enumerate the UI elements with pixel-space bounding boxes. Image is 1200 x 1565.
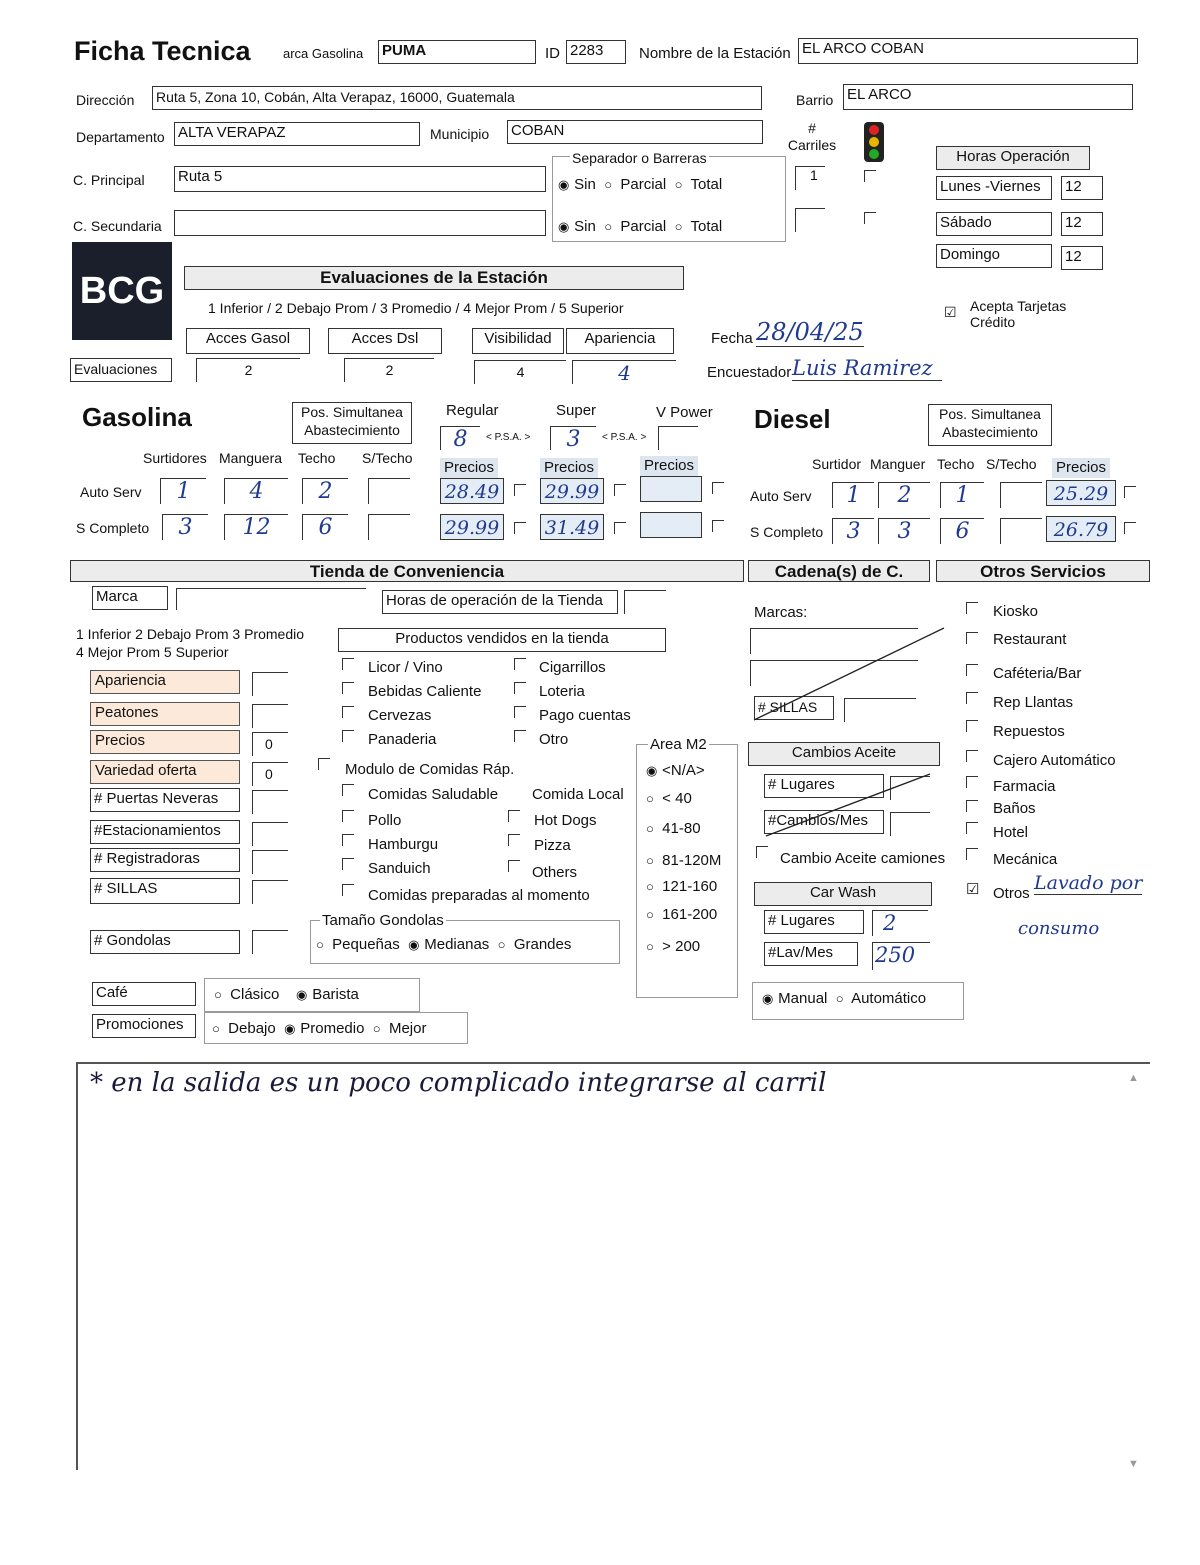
food-pizza: Pizza bbox=[534, 837, 571, 854]
food-saludable: Comidas Saludable bbox=[368, 786, 499, 803]
cambios-lugares-label: # Lugares bbox=[764, 774, 884, 798]
radio-icon: ○ bbox=[646, 821, 654, 836]
food-hotdogs: Hot Dogs bbox=[534, 812, 597, 829]
checkbox-icon[interactable] bbox=[966, 800, 978, 812]
prod-cervezas: Cervezas bbox=[368, 707, 432, 724]
precios-label-1: Precios bbox=[440, 458, 498, 478]
otros-kiosko: Kiosko bbox=[993, 603, 1039, 620]
prod-pago: Pago cuentas bbox=[539, 707, 631, 724]
marca-tienda-label: Marca bbox=[92, 586, 168, 610]
fecha-label: Fecha bbox=[711, 330, 753, 347]
col-precios-diesel: Precios bbox=[1052, 458, 1110, 478]
checkbox-icon[interactable] bbox=[966, 692, 978, 704]
domingo-label: Domingo bbox=[936, 244, 1052, 268]
checkbox-icon[interactable] bbox=[342, 834, 354, 846]
area-option-40[interactable]: ○ < 40 bbox=[646, 790, 692, 807]
cambios-mes-label: #Cambios/Mes bbox=[764, 810, 884, 834]
carriles-field-1[interactable]: 1 bbox=[795, 166, 825, 190]
otros-cajero: Cajero Automático bbox=[993, 752, 1116, 769]
checked-checkbox-icon[interactable]: ☑ bbox=[944, 304, 957, 320]
count-registradoras-field[interactable] bbox=[252, 850, 288, 874]
gas-auto-techo[interactable]: 2 bbox=[302, 478, 348, 504]
direccion-field[interactable]: Ruta 5, Zona 10, Cobán, Alta Verapaz, 16000, Guatemala bbox=[152, 86, 762, 110]
marca-field[interactable]: PUMA bbox=[378, 40, 536, 64]
rating-apariencia-label: Apariencia bbox=[90, 670, 240, 694]
departamento-field[interactable]: ALTA VERAPAZ bbox=[174, 122, 420, 146]
tienda-scale-2: 4 Mejor Prom 5 Superior bbox=[76, 644, 229, 660]
rating-precios-field[interactable]: 0 bbox=[252, 732, 288, 756]
food-preparadas: Comidas preparadas al momento bbox=[368, 887, 590, 904]
prod-panaderia: Panaderia bbox=[368, 731, 437, 748]
departamento-label: Departamento bbox=[76, 129, 165, 145]
cw-mode-options[interactable]: ◉ Manual ○ Automático bbox=[762, 990, 927, 1007]
checkbox-icon[interactable] bbox=[966, 776, 978, 788]
evaluaciones-title: Evaluaciones de la Estación bbox=[184, 266, 684, 290]
cafe-options[interactable]: ○ Clásico ◉ Barista bbox=[214, 986, 359, 1003]
area-option-81-120[interactable]: ○ 81-120M bbox=[646, 852, 722, 869]
area-option-41-80[interactable]: ○ 41-80 bbox=[646, 820, 701, 837]
nombre-label: Nombre de la Estación bbox=[639, 45, 791, 62]
precios-label-3: Precios bbox=[640, 456, 698, 476]
page-title: Ficha Tecnica bbox=[74, 36, 251, 66]
gasolina-title: Gasolina bbox=[82, 402, 192, 432]
otros-banos: Baños bbox=[993, 800, 1036, 817]
food-sanduich: Sanduich bbox=[368, 860, 431, 877]
carwash-title: Car Wash bbox=[754, 882, 932, 906]
vpower-label: V Power bbox=[656, 404, 713, 421]
rating-apariencia-field[interactable] bbox=[252, 672, 288, 696]
checkbox-icon[interactable] bbox=[712, 482, 724, 494]
checkbox-icon[interactable] bbox=[514, 730, 526, 742]
checkbox-icon[interactable] bbox=[342, 682, 354, 694]
gas-comp-price-regular[interactable]: 29.99 bbox=[440, 514, 504, 540]
diesel-comp-price[interactable]: 26.79 bbox=[1046, 516, 1116, 542]
col-stecho: S/Techo bbox=[362, 450, 413, 466]
col-manguera: Manguera bbox=[219, 450, 283, 466]
otros-restaurant: Restaurant bbox=[993, 631, 1067, 648]
rating-precios-label: Precios bbox=[90, 730, 240, 754]
col-manguer: Manguer bbox=[870, 456, 926, 472]
nombre-field[interactable]: EL ARCO COBAN bbox=[798, 38, 1138, 64]
checkbox-icon[interactable] bbox=[614, 484, 626, 496]
cw-lugares-label: # Lugares bbox=[764, 910, 864, 934]
carriles-field-2[interactable] bbox=[795, 208, 825, 232]
radio-icon: ○ bbox=[372, 1021, 381, 1036]
otros-llantas: Rep Llantas bbox=[993, 694, 1074, 711]
psa-label-2: < P.S.A. > bbox=[602, 432, 647, 443]
vpower-field[interactable] bbox=[658, 426, 698, 450]
carriles-label: # Carriles bbox=[787, 120, 837, 153]
gas-auto-stecho[interactable] bbox=[368, 478, 410, 504]
radio-selected-icon: ◉ bbox=[558, 177, 570, 192]
rating-variedad-label: Variedad oferta bbox=[90, 760, 240, 784]
cross-out-mark bbox=[752, 624, 948, 724]
count-puertas-label: # Puertas Neveras bbox=[90, 788, 240, 812]
rating-peatones-field[interactable] bbox=[252, 704, 288, 728]
col-techo-diesel: Techo bbox=[937, 456, 975, 472]
cross-out-mark bbox=[764, 770, 934, 840]
checkbox-icon[interactable] bbox=[342, 858, 354, 870]
horas-title: Horas Operación bbox=[936, 146, 1090, 170]
radio-icon: ○ bbox=[214, 987, 222, 1002]
traffic-light-icon bbox=[864, 122, 884, 162]
radio-icon: ○ bbox=[646, 791, 654, 806]
visibilidad-label: Visibilidad bbox=[472, 328, 564, 354]
otros-repuestos: Repuestos bbox=[993, 723, 1065, 740]
radio-icon: ○ bbox=[646, 853, 654, 868]
bcg-logo: BCG bbox=[72, 242, 172, 340]
checkbox-icon[interactable] bbox=[864, 170, 876, 182]
gas-auto-manguera[interactable]: 4 bbox=[224, 478, 288, 504]
radio-icon: ○ bbox=[646, 939, 654, 954]
otros-cafeteria: Caféteria/Bar bbox=[993, 665, 1082, 682]
gas-auto-price-vpower[interactable] bbox=[640, 476, 702, 502]
checkbox-icon[interactable] bbox=[514, 658, 526, 670]
checkbox-icon[interactable] bbox=[318, 758, 330, 770]
diesel-comp-techo[interactable]: 6 bbox=[940, 518, 984, 544]
productos-title: Productos vendidos en la tienda bbox=[338, 628, 666, 652]
checkbox-icon[interactable] bbox=[342, 784, 354, 796]
diesel-auto-stecho[interactable] bbox=[1000, 482, 1042, 508]
cw-lugares-field[interactable]: 2 bbox=[872, 910, 928, 936]
diesel-comp-label: S Completo bbox=[750, 524, 824, 540]
tarjetas-label: Acepta Tarjetas Crédito bbox=[970, 298, 1067, 330]
gas-comp-manguera[interactable]: 12 bbox=[224, 514, 288, 540]
checkbox-icon[interactable] bbox=[966, 720, 978, 732]
diesel-comp-manguer[interactable]: 3 bbox=[878, 518, 930, 544]
radio-icon: ○ bbox=[835, 991, 844, 1006]
apariencia-label: Apariencia bbox=[566, 328, 674, 354]
cambios-title: Cambios Aceite bbox=[748, 742, 940, 766]
evaluaciones-row-label: Evaluaciones bbox=[70, 358, 172, 382]
checkbox-icon[interactable] bbox=[508, 860, 520, 872]
acces-dsl-field[interactable]: 2 bbox=[344, 358, 434, 382]
horas-tienda-field[interactable] bbox=[624, 590, 666, 614]
marca-tienda-field[interactable] bbox=[176, 588, 366, 610]
diesel-comp-stecho[interactable] bbox=[1000, 518, 1042, 544]
gas-auto-surtidores[interactable]: 1 bbox=[160, 478, 206, 504]
rating-variedad-field[interactable]: 0 bbox=[252, 762, 288, 786]
cw-lav-label: #Lav/Mes bbox=[764, 942, 858, 966]
area-option-121-160[interactable]: ○ 121-160 bbox=[646, 878, 718, 895]
checkbox-icon[interactable] bbox=[508, 810, 520, 822]
apariencia-field[interactable]: 4 bbox=[572, 360, 676, 384]
gas-auto-price-super[interactable]: 29.99 bbox=[540, 478, 604, 504]
camiones-label: Cambio Aceite camiones bbox=[780, 850, 946, 867]
checkbox-icon[interactable] bbox=[966, 848, 978, 860]
direccion-label: Dirección bbox=[76, 92, 135, 108]
sabado-field[interactable]: 12 bbox=[1061, 212, 1103, 236]
prod-loteria: Loteria bbox=[539, 683, 585, 700]
food-hamburgu: Hamburgu bbox=[368, 836, 439, 853]
comida-local-label: Comida Local bbox=[532, 786, 624, 803]
col-surtidores: Surtidores bbox=[143, 450, 207, 466]
barrio-label: Barrio bbox=[796, 92, 834, 108]
notes-textarea[interactable] bbox=[76, 1062, 1150, 1470]
tienda-scale-1: 1 Inferior 2 Debajo Prom 3 Promedio bbox=[76, 626, 304, 642]
checkbox-icon[interactable] bbox=[756, 846, 768, 858]
horas-tienda-label: Horas de operación de la Tienda bbox=[382, 590, 618, 614]
acces-gasol-field[interactable]: 2 bbox=[196, 358, 300, 382]
tienda-title: Tienda de Conveniencia bbox=[70, 560, 744, 582]
diesel-auto-manguer[interactable]: 2 bbox=[878, 482, 930, 508]
checkbox-icon[interactable] bbox=[1124, 522, 1136, 534]
prod-bebidas: Bebidas Caliente bbox=[368, 683, 482, 700]
count-puertas-field[interactable] bbox=[252, 790, 288, 814]
count-estacionamientos-field[interactable] bbox=[252, 822, 288, 846]
radio-icon: ○ bbox=[674, 219, 683, 234]
checkbox-icon[interactable] bbox=[966, 632, 978, 644]
checkbox-icon[interactable] bbox=[342, 730, 354, 742]
encuestador-label: Encuestador bbox=[707, 364, 792, 381]
super-field[interactable]: 3 bbox=[550, 426, 596, 450]
gondolas-title: Tamaño Gondolas bbox=[322, 912, 444, 929]
otros-otros-field[interactable]: Lavado por bbox=[1034, 872, 1143, 894]
cw-lav-field[interactable]: 250 bbox=[872, 942, 930, 970]
id-label: ID bbox=[545, 45, 560, 62]
checkbox-icon[interactable] bbox=[1124, 486, 1136, 498]
scroll-down-icon[interactable]: ▼ bbox=[1128, 1458, 1139, 1470]
radio-icon: ○ bbox=[212, 1021, 220, 1036]
gas-comp-price-super[interactable]: 31.49 bbox=[540, 514, 604, 540]
diesel-auto-techo[interactable]: 1 bbox=[940, 482, 984, 508]
radio-selected-icon: ◉ bbox=[296, 987, 308, 1002]
gasolina-pos-label: Pos. Simultanea Abastecimiento bbox=[292, 402, 412, 444]
marca-label: arca Gasolina bbox=[283, 46, 364, 61]
regular-field[interactable]: 8 bbox=[440, 426, 480, 450]
diesel-pos-label: Pos. Simultanea Abastecimiento bbox=[928, 404, 1052, 446]
radio-selected-icon: ◉ bbox=[646, 763, 658, 778]
otros-mecanica: Mecánica bbox=[993, 851, 1058, 868]
checkbox-icon[interactable] bbox=[508, 834, 520, 846]
radio-selected-icon: ◉ bbox=[284, 1021, 296, 1036]
count-sillas-field[interactable] bbox=[252, 880, 288, 904]
checkbox-icon[interactable] bbox=[712, 520, 724, 532]
count-estacionamientos-label: #Estacionamientos bbox=[90, 820, 240, 844]
area-group bbox=[636, 744, 738, 998]
lunes-label: Lunes -Viernes bbox=[936, 176, 1052, 200]
rating-peatones-label: Peatones bbox=[90, 702, 240, 726]
promociones-label: Promociones bbox=[92, 1014, 196, 1038]
area-title: Area M2 bbox=[650, 736, 707, 753]
radio-icon: ○ bbox=[646, 907, 654, 922]
otros-title: Otros Servicios bbox=[936, 560, 1150, 582]
acces-gasol-label: Acces Gasol bbox=[186, 328, 310, 354]
checkbox-icon[interactable] bbox=[966, 664, 978, 676]
otros-farmacia: Farmacia bbox=[993, 778, 1056, 795]
food-pollo: Pollo bbox=[368, 812, 402, 829]
radio-selected-icon: ◉ bbox=[408, 937, 420, 952]
otros-otros-label: Otros bbox=[993, 885, 1030, 902]
diesel-auto-label: Auto Serv bbox=[750, 488, 812, 504]
checkbox-icon[interactable] bbox=[966, 750, 978, 762]
area-option-200[interactable]: ○ > 200 bbox=[646, 938, 701, 955]
gondolas-label: # Gondolas bbox=[90, 930, 240, 954]
otros-hotel: Hotel bbox=[993, 824, 1029, 841]
c-secundaria-field[interactable] bbox=[174, 210, 546, 236]
barrio-field[interactable]: EL ARCO bbox=[843, 84, 1133, 110]
acces-dsl-label: Acces Dsl bbox=[328, 328, 442, 354]
checkbox-icon[interactable] bbox=[342, 810, 354, 822]
radio-icon: ○ bbox=[604, 219, 613, 234]
c-principal-label: C. Principal bbox=[73, 172, 145, 188]
domingo-field[interactable]: 12 bbox=[1061, 246, 1103, 270]
count-registradoras-label: # Registradoras bbox=[90, 848, 240, 872]
separador-row1[interactable]: ◉ Sin ○ Parcial ○ Total bbox=[558, 176, 723, 193]
checkbox-icon[interactable] bbox=[514, 484, 526, 496]
gas-comp-stecho[interactable] bbox=[368, 514, 410, 540]
prod-cigarrillos: Cigarrillos bbox=[539, 659, 606, 676]
checkbox-icon[interactable] bbox=[966, 822, 978, 834]
municipio-label: Municipio bbox=[430, 126, 490, 142]
area-option-na[interactable]: ◉ <N/A> bbox=[646, 762, 705, 779]
visibilidad-field[interactable]: 4 bbox=[474, 360, 566, 384]
gondolas-field[interactable] bbox=[252, 930, 288, 954]
diesel-comp-surtidor[interactable]: 3 bbox=[832, 518, 874, 544]
diesel-auto-surtidor[interactable]: 1 bbox=[832, 482, 874, 508]
count-sillas-label: # SILLAS bbox=[90, 878, 240, 904]
fecha-field[interactable]: 28/04/25 bbox=[756, 318, 864, 346]
regular-label: Regular bbox=[446, 402, 499, 419]
gas-auto-label: Auto Serv bbox=[80, 484, 142, 500]
gas-comp-price-vpower[interactable] bbox=[640, 512, 702, 538]
evaluaciones-scale: 1 Inferior / 2 Debajo Prom / 3 Promedio / 4 Mejor Prom / 5 Superior bbox=[208, 300, 624, 316]
c-principal-field[interactable]: Ruta 5 bbox=[174, 166, 546, 192]
col-stecho-diesel: S/Techo bbox=[986, 456, 1037, 472]
promo-options[interactable]: ○ Debajo ◉ Promedio ○ Mejor bbox=[212, 1020, 427, 1037]
checkbox-icon[interactable] bbox=[514, 682, 526, 694]
gas-comp-techo[interactable]: 6 bbox=[302, 514, 348, 540]
lunes-field[interactable]: 12 bbox=[1061, 176, 1103, 200]
area-option-161-200[interactable]: ○ 161-200 bbox=[646, 906, 718, 923]
checkbox-icon[interactable] bbox=[342, 706, 354, 718]
super-label: Super bbox=[556, 402, 597, 419]
sabado-label: Sábado bbox=[936, 212, 1052, 236]
precios-label-2: Precios bbox=[540, 458, 598, 478]
checkbox-icon[interactable] bbox=[864, 212, 876, 224]
radio-icon: ○ bbox=[497, 937, 506, 952]
checkbox-icon[interactable] bbox=[966, 602, 978, 614]
otros-otros-field-2: consumo bbox=[1018, 918, 1100, 939]
gas-comp-label: S Completo bbox=[76, 520, 150, 536]
checkbox-icon[interactable] bbox=[342, 884, 354, 896]
diesel-auto-price[interactable]: 25.29 bbox=[1046, 480, 1116, 506]
diesel-title: Diesel bbox=[754, 404, 831, 434]
gas-comp-surtidores[interactable]: 3 bbox=[162, 514, 208, 540]
radio-selected-icon: ◉ bbox=[762, 991, 774, 1006]
cadena-sillas-label: # SILLAS bbox=[754, 696, 834, 720]
radio-selected-icon: ◉ bbox=[558, 219, 570, 234]
marcas-label: Marcas: bbox=[754, 604, 808, 621]
checkbox-icon[interactable] bbox=[514, 706, 526, 718]
municipio-field[interactable]: COBAN bbox=[507, 120, 763, 144]
col-surtidor: Surtidor bbox=[812, 456, 862, 472]
separador-row2[interactable]: ◉ Sin ○ Parcial ○ Total bbox=[558, 218, 723, 235]
prod-otro: Otro bbox=[539, 731, 569, 748]
separador-title: Separador o Barreras bbox=[572, 150, 707, 166]
encuestador-field[interactable]: Luis Ramirez bbox=[792, 356, 942, 381]
cafe-label: Café bbox=[92, 982, 196, 1006]
checkbox-icon[interactable] bbox=[514, 522, 526, 534]
cadena-title: Cadena(s) de C. bbox=[748, 560, 930, 582]
modulo-label: Modulo de Comidas Ráp. bbox=[345, 761, 515, 778]
scroll-up-icon[interactable]: ▲ bbox=[1128, 1072, 1139, 1084]
radio-icon: ○ bbox=[646, 879, 654, 894]
notes-text: * en la salida es un poco complicado integrarse al carril bbox=[90, 1068, 827, 1098]
checkbox-icon[interactable] bbox=[614, 522, 626, 534]
id-field[interactable]: 2283 bbox=[566, 40, 626, 64]
checkbox-icon[interactable] bbox=[342, 658, 354, 670]
psa-label-1: < P.S.A. > bbox=[486, 432, 531, 443]
gondolas-options[interactable]: ○ Pequeñas ◉ Medianas ○ Grandes bbox=[316, 936, 572, 953]
radio-icon: ○ bbox=[674, 177, 683, 192]
food-others: Others bbox=[532, 864, 578, 881]
radio-icon: ○ bbox=[604, 177, 613, 192]
prod-licor: Licor / Vino bbox=[368, 659, 443, 676]
checked-checkbox-icon[interactable]: ☑ bbox=[966, 881, 980, 898]
radio-icon: ○ bbox=[316, 937, 324, 952]
gas-auto-price-regular[interactable]: 28.49 bbox=[440, 478, 504, 504]
c-secundaria-label: C. Secundaria bbox=[73, 218, 162, 234]
col-techo: Techo bbox=[298, 450, 336, 466]
